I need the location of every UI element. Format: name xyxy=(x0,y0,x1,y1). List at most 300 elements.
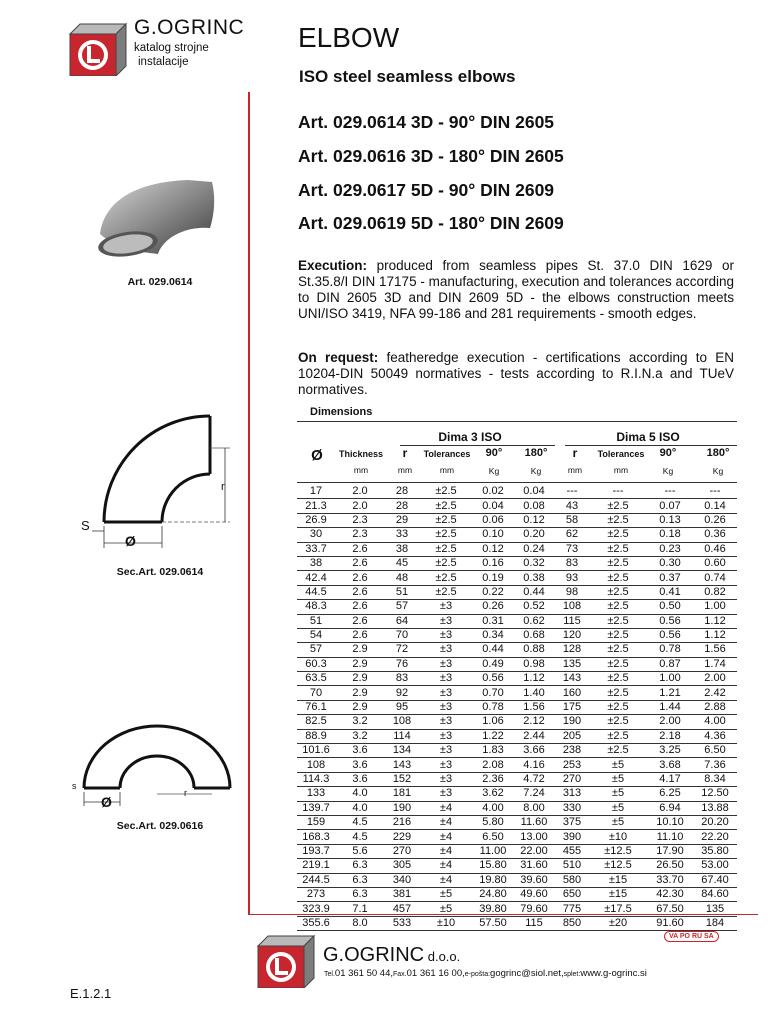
table-cell: 88.9 xyxy=(305,729,327,742)
tel-label: Tel. xyxy=(324,971,335,978)
table-cell: 33.70 xyxy=(656,873,684,886)
table-cell: 101.6 xyxy=(302,744,330,757)
dimensions-table-body xyxy=(297,485,737,931)
table-cell: 2.3 xyxy=(352,513,368,526)
table-cell: 115 xyxy=(563,614,581,627)
table-cell: 11.00 xyxy=(479,844,507,857)
table-cell: 355.6 xyxy=(302,916,330,929)
table-cell: 3.2 xyxy=(352,715,368,728)
table-cell: 92 xyxy=(395,686,409,699)
table-cell: 1.22 xyxy=(482,729,504,742)
table-cell: 0.49 xyxy=(482,657,504,670)
table-cell: 2.0 xyxy=(352,499,368,512)
section-90-caption: Sec.Art. 029.0614 xyxy=(116,566,204,578)
table-cell: 0.13 xyxy=(659,513,681,526)
table-cell: 850 xyxy=(562,916,582,929)
table-cell: 5.80 xyxy=(482,816,504,829)
table-cell: 133 xyxy=(306,787,326,800)
footer-logo xyxy=(254,932,316,993)
table-cell: ±2.5 xyxy=(607,614,629,627)
table-cell: 143 xyxy=(392,758,412,771)
table-cell: 108 xyxy=(562,600,582,613)
table-cell: 0.41 xyxy=(659,585,681,598)
table-cell: ±17.5 xyxy=(604,902,632,915)
col-header-tol-5d: Tolerances xyxy=(597,449,645,459)
table-cell: 5.6 xyxy=(352,844,368,857)
table-cell: 29 xyxy=(395,513,409,526)
table-cell: ±10 xyxy=(436,916,456,929)
table-cell: ±2.5 xyxy=(607,744,629,757)
table-cell: 0.18 xyxy=(659,528,681,541)
table-row xyxy=(297,686,737,700)
table-cell: 0.60 xyxy=(704,557,726,570)
table-cell: 0.52 xyxy=(523,600,545,613)
table-cell: 108 xyxy=(306,758,326,771)
table-cell: 152 xyxy=(392,773,412,785)
table-cell: 6.50 xyxy=(482,830,504,843)
table-cell: ±3 xyxy=(439,701,453,714)
table-cell: 31.60 xyxy=(520,859,548,872)
table-cell: 2.3 xyxy=(352,528,368,541)
table-cell: 0.30 xyxy=(659,557,681,570)
table-cell: 1.06 xyxy=(482,715,504,728)
table-row xyxy=(297,571,737,585)
web-value[interactable]: www.g-ogrinc.si xyxy=(580,968,647,979)
table-cell: 10.10 xyxy=(656,816,684,829)
table-cell: 62 xyxy=(565,528,579,541)
table-cell: --- xyxy=(664,485,676,498)
table-cell: ±5 xyxy=(439,902,453,915)
table-cell: 650 xyxy=(562,888,582,901)
unit-180-5d: Kg xyxy=(712,466,724,476)
table-cell: 0.50 xyxy=(659,600,681,613)
diameter-label-small: Ø xyxy=(101,794,112,810)
table-cell: ±2.5 xyxy=(607,528,629,541)
table-cell: 7.36 xyxy=(704,758,726,771)
table-cell: ±3 xyxy=(439,629,453,642)
table-cell: ±2.5 xyxy=(607,686,629,699)
table-cell: 2.08 xyxy=(482,758,504,771)
table-cell: 0.24 xyxy=(523,542,545,555)
table-cell: 0.19 xyxy=(482,571,504,584)
table-cell: 15.80 xyxy=(479,859,507,872)
table-cell: ±2.5 xyxy=(607,513,629,526)
page-code: E.1.2.1 xyxy=(70,986,112,1001)
table-cell: 13.88 xyxy=(701,801,729,814)
on-request-label: On request: xyxy=(298,350,379,365)
table-cell: 38 xyxy=(309,557,323,570)
table-cell: 1.74 xyxy=(704,657,726,670)
table-cell: 0.34 xyxy=(482,629,504,642)
col-header-180-3d: 180° xyxy=(524,447,548,459)
table-cell: 0.38 xyxy=(523,571,545,584)
table-row xyxy=(297,528,737,542)
table-cell: 1.00 xyxy=(704,600,726,613)
table-cell: ±3 xyxy=(439,600,453,613)
table-cell: 205 xyxy=(562,729,582,742)
table-cell: 1.12 xyxy=(704,629,726,642)
table-cell: ±2.5 xyxy=(607,557,629,570)
footer-brand xyxy=(323,944,460,967)
table-cell: 63.5 xyxy=(305,672,327,685)
table-cell: ±5 xyxy=(611,773,625,785)
table-cell: 114.3 xyxy=(302,773,330,785)
table-cell: 381 xyxy=(392,888,412,901)
table-cell: 135 xyxy=(705,902,725,915)
table-cell: 2.12 xyxy=(523,715,545,728)
unit-90-5d: Kg xyxy=(662,466,674,476)
table-cell: 120 xyxy=(562,629,582,642)
dimensions-table xyxy=(297,485,737,931)
table-cell: ±2.5 xyxy=(435,499,457,512)
table-cell: 580 xyxy=(562,873,582,886)
brand-subtitle-line-1: katalog strojne xyxy=(134,42,209,54)
table-cell: 2.9 xyxy=(352,701,368,714)
table-row xyxy=(297,556,737,570)
table-cell: 12.50 xyxy=(701,787,729,800)
table-cell: 193.7 xyxy=(302,844,330,857)
table-cell: 20.20 xyxy=(701,816,729,829)
table-cell: 4.0 xyxy=(352,787,368,800)
table-cell: 0.12 xyxy=(523,513,545,526)
table-cell: 4.17 xyxy=(659,773,681,785)
table-cell: 0.31 xyxy=(482,614,504,627)
table-cell: 3.25 xyxy=(659,744,681,757)
article-line: Art. 029.0617 5D - 90° DIN 2609 xyxy=(298,180,555,200)
table-cell: ±3 xyxy=(439,614,453,627)
table-cell: 17 xyxy=(309,485,323,498)
table-cell: 30 xyxy=(309,528,323,541)
table-cell: ±2.5 xyxy=(607,499,629,512)
col-header-90-3d: 90° xyxy=(485,447,503,459)
on-request-paragraph xyxy=(298,350,734,398)
table-cell: 8.00 xyxy=(523,801,545,814)
table-cell: 4.16 xyxy=(523,758,545,771)
table-cell: 51 xyxy=(395,585,409,598)
table-cell: 244.5 xyxy=(302,873,330,886)
table-cell: ±5 xyxy=(611,787,625,800)
table-cell: 0.88 xyxy=(523,643,545,656)
table-cell: 49.60 xyxy=(520,888,548,901)
table-cell: 216 xyxy=(392,816,412,829)
table-cell: ±4 xyxy=(439,873,453,886)
table-row xyxy=(297,859,737,873)
table-cell: 6.3 xyxy=(352,873,368,886)
table-cell: 2.6 xyxy=(352,542,368,555)
table-cell: 0.44 xyxy=(523,585,545,598)
table-cell: 0.78 xyxy=(482,701,504,714)
table-row xyxy=(297,844,737,858)
table-cell: 17.90 xyxy=(656,844,684,857)
footer-contact-line xyxy=(324,968,647,979)
diameter-label: Ø xyxy=(125,533,136,549)
table-cell: ±2.5 xyxy=(607,542,629,555)
table-cell: ±2.5 xyxy=(435,557,457,570)
table-cell: 11.10 xyxy=(656,830,684,843)
table-cell: ±2.5 xyxy=(607,701,629,714)
table-row xyxy=(297,787,737,801)
table-cell: 340 xyxy=(392,873,412,886)
radius-label-small: r xyxy=(184,788,187,798)
table-row xyxy=(297,542,737,556)
table-cell: 4.5 xyxy=(352,816,368,829)
table-cell: 7.24 xyxy=(523,787,545,800)
table-cell: 4.5 xyxy=(352,830,368,843)
fax-label: Fax. xyxy=(393,971,407,978)
group-5d-rule xyxy=(565,445,737,446)
table-row xyxy=(297,672,737,686)
tel-value: 01 361 50 44, xyxy=(334,968,394,979)
radius-label: r xyxy=(221,481,225,493)
table-cell: 510 xyxy=(562,859,582,872)
table-cell: 313 xyxy=(562,787,582,800)
table-cell: 190 xyxy=(392,801,412,814)
table-cell: 168.3 xyxy=(302,830,330,843)
table-cell: 270 xyxy=(392,844,412,857)
table-cell: 0.06 xyxy=(482,513,504,526)
table-cell: 39.60 xyxy=(520,873,548,886)
table-cell: ±2.5 xyxy=(607,657,629,670)
table-cell: ±2.5 xyxy=(435,542,457,555)
company-logo xyxy=(66,20,128,81)
table-cell: 1.56 xyxy=(704,643,726,656)
table-cell: 0.56 xyxy=(482,672,504,685)
table-cell: 4.0 xyxy=(352,801,368,814)
table-cell: ±5 xyxy=(439,888,453,901)
table-cell: 0.37 xyxy=(659,571,681,584)
table-cell: 375 xyxy=(562,816,582,829)
unit-180-3d: Kg xyxy=(530,466,542,476)
table-cell: 2.9 xyxy=(352,686,368,699)
table-cell: --- xyxy=(612,485,624,498)
table-cell: 533 xyxy=(392,916,412,929)
table-cell: 6.3 xyxy=(352,888,368,901)
table-cell: 57.50 xyxy=(479,916,507,929)
table-cell: ±2.5 xyxy=(607,643,629,656)
table-cell: 2.36 xyxy=(482,773,504,785)
table-cell: 181 xyxy=(392,787,412,800)
table-cell: 175 xyxy=(562,701,582,714)
table-cell: ±2.5 xyxy=(435,485,457,498)
table-cell: 2.00 xyxy=(704,672,726,685)
group-header-5d: Dima 5 ISO xyxy=(616,430,680,444)
table-row xyxy=(297,485,737,499)
table-cell: ±2.5 xyxy=(435,585,457,598)
table-cell: ±3 xyxy=(439,643,453,656)
table-cell: 0.68 xyxy=(523,629,545,642)
col-header-180-5d: 180° xyxy=(706,447,730,459)
article-line: Art. 029.0619 5D - 180° DIN 2609 xyxy=(298,213,564,233)
table-cell: 44.5 xyxy=(305,585,327,598)
table-row xyxy=(297,600,737,614)
table-cell: 2.6 xyxy=(352,585,368,598)
unit-r-3d: mm xyxy=(397,465,413,475)
table-cell: 45 xyxy=(395,557,409,570)
table-cell: 76.1 xyxy=(305,701,327,714)
execution-text: produced from seamless pipes St. 37.0 DIN 1629 or St.35.8/I DIN 17175 - manufacturing, execution and tolerances according to DIN 2605 3D and DIN 2609 5D - the elbows construction meets UNI/ISO 3419, NFA 99-186 and 281 requirements - smooth edges. xyxy=(298,258,735,321)
table-cell: 8.34 xyxy=(704,773,726,785)
table-cell: 1.83 xyxy=(482,744,504,757)
table-cell: 3.68 xyxy=(659,758,681,771)
table-cell: 6.3 xyxy=(352,859,368,872)
table-cell: 1.12 xyxy=(523,672,545,685)
table-cell: 33.7 xyxy=(305,542,327,555)
table-cell: ±2.5 xyxy=(607,600,629,613)
col-header-diameter: Ø xyxy=(311,447,323,464)
table-cell: 98 xyxy=(565,585,579,598)
elbow-photo xyxy=(90,172,230,277)
table-cell: 134 xyxy=(392,744,412,757)
table-cell: 0.62 xyxy=(523,614,545,627)
table-cell: 2.9 xyxy=(352,657,368,670)
table-cell: 24.80 xyxy=(479,888,507,901)
table-row xyxy=(297,700,737,714)
email-value[interactable]: gogrinc@siol.net, xyxy=(490,968,564,979)
table-cell: 2.42 xyxy=(704,686,726,699)
table-row xyxy=(297,628,737,642)
table-cell: 4.36 xyxy=(704,729,726,742)
table-cell: ±2.5 xyxy=(435,571,457,584)
elbow-180-section-drawing xyxy=(72,708,248,813)
table-cell: 54 xyxy=(309,629,323,642)
table-cell: 72 xyxy=(395,643,409,656)
table-row xyxy=(297,801,737,815)
table-cell: 2.6 xyxy=(352,557,368,570)
table-cell: ±15 xyxy=(608,873,628,886)
table-cell: 253 xyxy=(562,758,582,771)
table-cell: ±4 xyxy=(439,844,453,857)
table-cell: 2.6 xyxy=(352,600,368,613)
execution-paragraph xyxy=(298,258,734,322)
table-header-rule xyxy=(297,482,737,483)
table-cell: 0.70 xyxy=(482,686,504,699)
article-line: Art. 029.0614 3D - 90° DIN 2605 xyxy=(298,112,555,132)
table-cell: 323.9 xyxy=(302,902,330,915)
table-cell: ±3 xyxy=(439,672,453,685)
table-cell: 0.02 xyxy=(482,485,504,498)
quality-badge-text: VA PO RU SA xyxy=(669,933,714,940)
col-header-r-3d: r xyxy=(402,446,408,460)
table-cell: 229 xyxy=(392,830,412,843)
table-cell: ±3 xyxy=(439,787,453,800)
table-cell: 0.12 xyxy=(482,542,504,555)
table-cell: 4.72 xyxy=(523,773,545,785)
unit-r-5d: mm xyxy=(567,465,583,475)
table-cell: 6.25 xyxy=(659,787,681,800)
table-top-rule xyxy=(297,421,737,422)
email-label: e-pošta: xyxy=(464,971,491,978)
table-cell: 3.62 xyxy=(482,787,504,800)
table-cell: 58 xyxy=(565,513,579,526)
table-cell: ±4 xyxy=(439,816,453,829)
table-cell: 128 xyxy=(562,643,582,656)
table-row xyxy=(297,815,737,829)
table-cell: ±5 xyxy=(611,816,625,829)
table-cell: 79.60 xyxy=(520,902,548,915)
table-cell: 38 xyxy=(395,542,409,555)
table-row xyxy=(297,643,737,657)
table-cell: ±15 xyxy=(608,888,628,901)
table-cell: 0.32 xyxy=(523,557,545,570)
table-cell: ±3 xyxy=(439,744,453,757)
footer-brand-name: G.OGRINC xyxy=(323,944,425,966)
table-cell: 0.20 xyxy=(523,528,545,541)
table-cell: 28 xyxy=(395,485,409,498)
table-cell: 2.44 xyxy=(523,729,545,742)
table-cell: 0.22 xyxy=(482,585,504,598)
table-cell: 43 xyxy=(565,499,579,512)
table-cell: 139.7 xyxy=(302,801,330,814)
table-cell: 0.46 xyxy=(704,542,726,555)
table-cell: 0.56 xyxy=(659,614,681,627)
table-cell: 67.50 xyxy=(656,902,684,915)
table-cell: 53.00 xyxy=(701,859,729,872)
group-3d-rule xyxy=(400,445,555,446)
table-cell: 2.0 xyxy=(352,485,368,498)
table-cell: 4.00 xyxy=(704,715,726,728)
table-cell: 0.23 xyxy=(659,542,681,555)
table-cell: 0.08 xyxy=(523,499,545,512)
table-cell: 1.44 xyxy=(659,701,681,714)
table-cell: 3.6 xyxy=(352,758,368,771)
table-cell: --- xyxy=(566,485,578,498)
col-header-tol-3d: Tolerances xyxy=(423,449,471,459)
table-cell: 57 xyxy=(395,600,409,613)
table-cell: 3.6 xyxy=(352,744,368,757)
table-cell: 2.9 xyxy=(352,643,368,656)
table-cell: 33 xyxy=(395,528,409,541)
table-cell: 39.80 xyxy=(479,902,507,915)
thickness-label: S xyxy=(81,518,90,533)
table-cell: 2.88 xyxy=(704,701,726,714)
table-cell: 22.00 xyxy=(520,844,548,857)
table-cell: 305 xyxy=(392,859,412,872)
table-cell: ±2.5 xyxy=(435,528,457,541)
table-cell: ±2.5 xyxy=(607,585,629,598)
table-cell: ±2.5 xyxy=(435,513,457,526)
table-cell: --- xyxy=(709,485,721,498)
table-cell: 6.94 xyxy=(659,801,681,814)
table-cell: 95 xyxy=(395,701,409,714)
table-cell: 4.00 xyxy=(482,801,504,814)
table-cell: 219.1 xyxy=(302,859,330,872)
table-cell: 0.26 xyxy=(482,600,504,613)
table-row xyxy=(297,715,737,729)
table-cell: ±10 xyxy=(608,830,628,843)
page-subtitle: ISO steel seamless elbows xyxy=(299,67,516,86)
table-row xyxy=(297,513,737,527)
table-cell: 2.18 xyxy=(659,729,681,742)
table-cell: 48 xyxy=(395,571,409,584)
table-cell: 42.30 xyxy=(656,888,684,901)
table-cell: 70 xyxy=(395,629,409,642)
table-cell: 159 xyxy=(306,816,326,829)
table-cell: 26.50 xyxy=(656,859,684,872)
table-cell: 60.3 xyxy=(305,657,327,670)
col-header-90-5d: 90° xyxy=(659,447,677,459)
table-cell: 190 xyxy=(562,715,582,728)
table-cell: 143 xyxy=(562,672,582,685)
table-cell: 238 xyxy=(562,744,582,757)
table-cell: 457 xyxy=(392,902,412,915)
table-cell: 83 xyxy=(395,672,409,685)
table-row xyxy=(297,902,737,916)
table-cell: 1.12 xyxy=(704,614,726,627)
fax-value: 01 361 16 00, xyxy=(406,968,465,979)
web-label: splet: xyxy=(563,971,581,978)
table-cell: 160 xyxy=(562,686,582,699)
table-cell: 83 xyxy=(565,557,579,570)
